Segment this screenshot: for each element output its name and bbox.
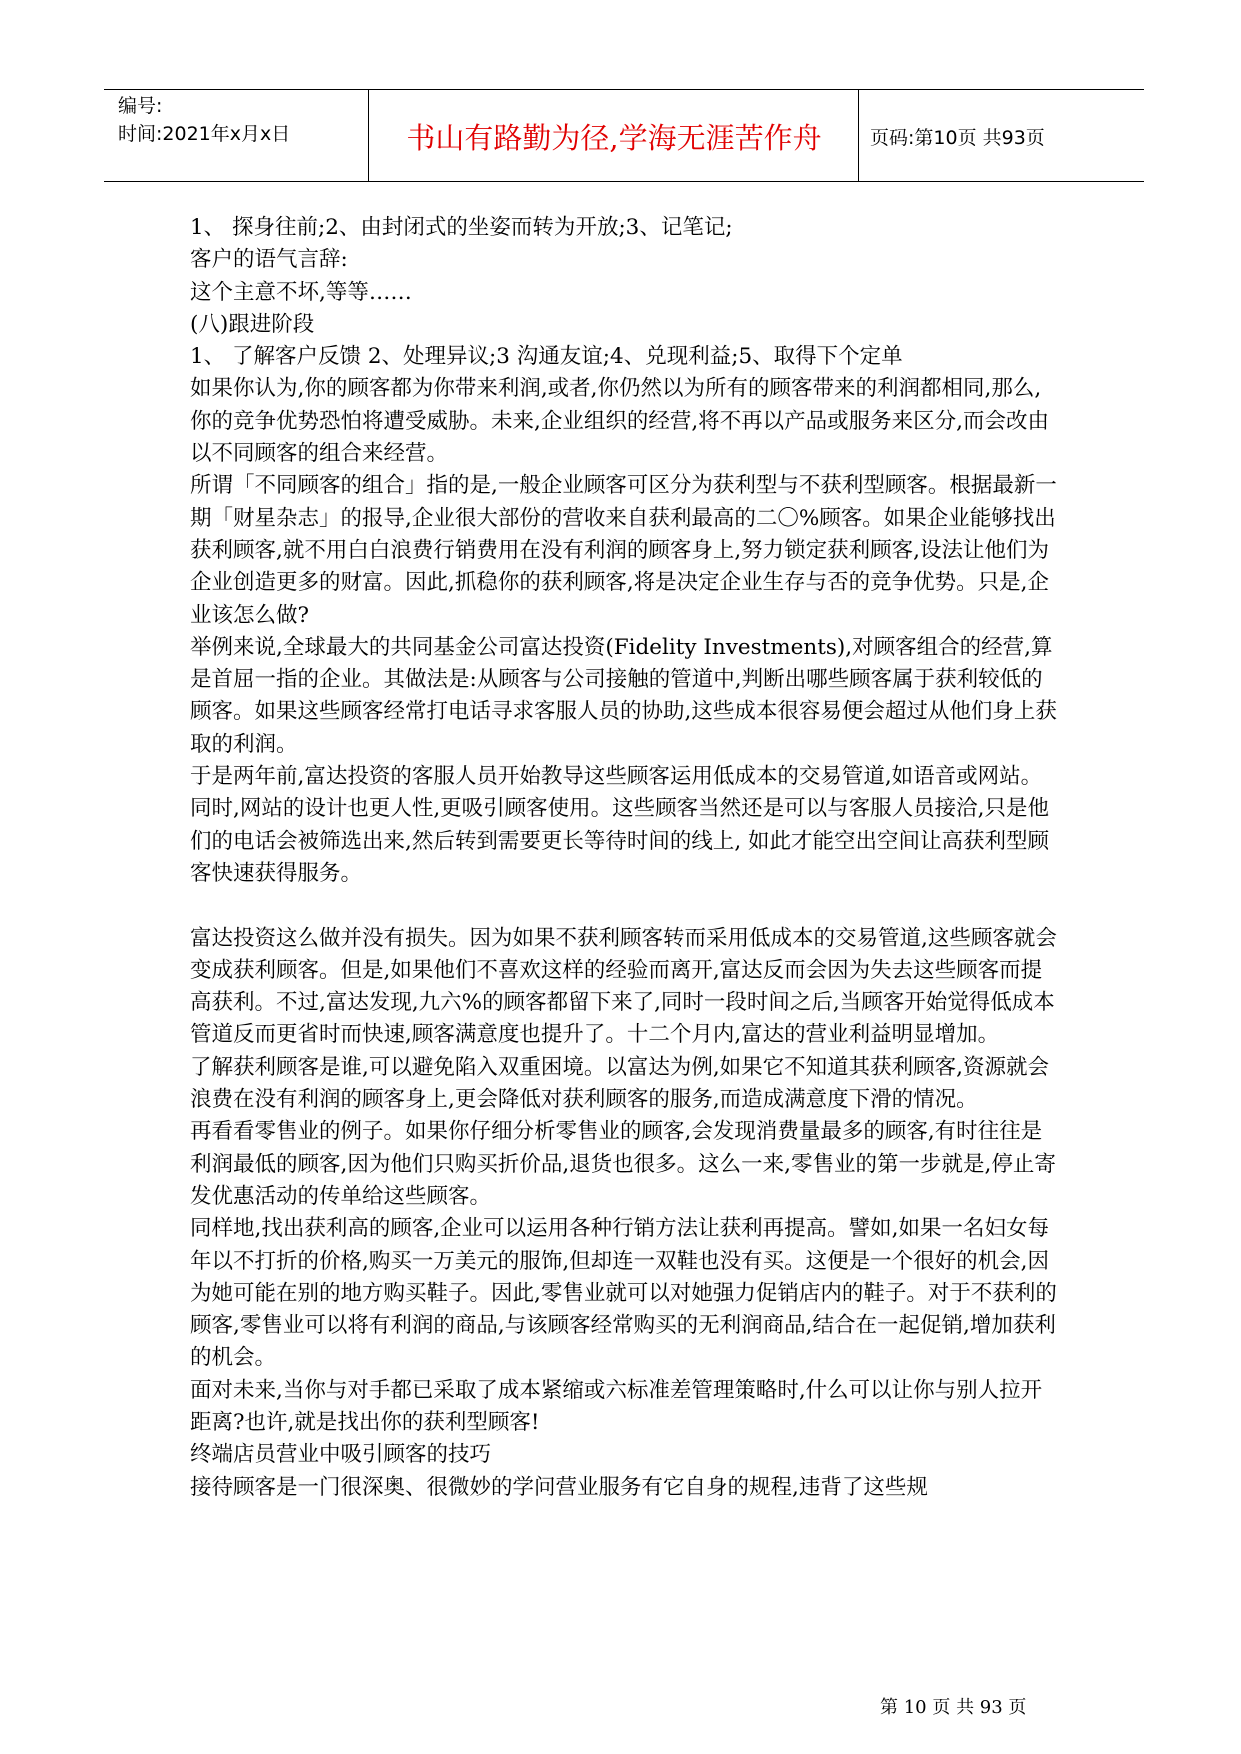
- header-info: [118, 92, 368, 148]
- paragraph: 接待顾客是一门很深奥、很微妙的学问营业服务有它自身的规程,违背了这些规: [190, 1474, 928, 1500]
- page-footer: 第 10 页 共 93 页: [880, 1697, 1027, 1718]
- paragraph: 这个主意不坏,等等……: [190, 279, 412, 305]
- document-body: [190, 212, 1060, 1504]
- paragraph: 面对未来,当你与对手都已采取了成本紧缩或六标准差管理策略时,什么可以让你与别人拉开距离?也许,就是找出你的获利型顾客!: [190, 1377, 1043, 1435]
- paragraph: 同样地,找出获利高的顾客,企业可以运用各种行销方法让获利再提高。譬如,如果一名妇女每年以不打折的价格,购买一万美元的服饰,但却连一双鞋也没有买。这便是一个很好的机会,因为她可能在别的地方购买鞋子。因此,零售业就可以对她强力促销店内的鞋子。对于不获利的顾客,零售业可以将有利润的商品,与该顾客经常购买的无利润商品,结合在一起促销,增加获利的机会。: [190, 1216, 1057, 1371]
- header-divider-left: [368, 90, 369, 182]
- paragraph: 1、 探身往前;2、由封闭式的坐姿而转为开放;3、记笔记;: [190, 215, 733, 240]
- section-heading: 终端店员营业中吸引顾客的技巧: [190, 1442, 492, 1468]
- paragraph: 了解获利顾客是谁,可以避免陷入双重困境。以富达为例,如果它不知道其获利顾客,资源就会浪费在没有利润的顾客身上,更会降低对获利顾客的服务,而造成满意度下滑的情况。: [190, 1054, 1050, 1113]
- header-time-label: 时间:2021年x月x日: [118, 123, 291, 145]
- paragraph: 1、 了解客户反馈 2、处理异议;3 沟通友谊;4、兑现利益;5、取得下个定单: [190, 344, 903, 370]
- paragraph: 客户的语气言辞:: [190, 247, 348, 273]
- paragraph: 于是两年前,富达投资的客服人员开始教导这些顾客运用低成本的交易管道,如语音或网站。同时,网站的设计也更人性,更吸引顾客使用。这些顾客当然还是可以与客服人员接洽,只是他们的电话会被筛选出来,然后转到需要更长等待时间的线上, 如此才能空出空间让高获利型顾客快速获得服务。: [190, 764, 1050, 886]
- blank-line: [190, 890, 1060, 922]
- section-heading: (八)跟进阶段: [190, 311, 315, 337]
- header-motto: 书山有路勤为径,学海无涯苦作舟: [406, 120, 822, 155]
- paragraph: 再看看零售业的例子。如果你仔细分析零售业的顾客,会发现消费量最多的顾客,有时往往是利润最低的顾客,因为他们只购买折价品,退货也很多。这么一来,零售业的第一步就是,停止寄发优惠活动的传单给这些顾客。: [190, 1119, 1056, 1209]
- paragraph: 举例来说,全球最大的共同基金公司富达投资(Fidelity Investments),对顾客组合的经营,算是首屈一指的企业。其做法是:从顾客与公司接触的管道中,判断出哪些顾客属于获利较低的顾客。如果这些顾客经常打电话寻求客服人员的协助,这些成本很容易便会超过从他们身上获取的利润。: [190, 634, 1057, 757]
- paragraph: 所谓「不同顾客的组合」指的是,一般企业顾客可区分为获利型与不获利型顾客。根据最新一期「财星杂志」的报导,企业很大部份的营收来自获利最高的二〇%顾客。如果企业能够找出获利顾客,就不用白白浪费行销费用在没有利润的顾客身上,努力锁定获利顾客,设法让他们为企业创造更多的财富。因此,抓稳你的获利顾客,将是决定企业生存与否的竞争优势。只是,企业该怎么做?: [190, 473, 1057, 628]
- header-number-label: 编号:: [118, 95, 163, 117]
- paragraph: 富达投资这么做并没有损失。因为如果不获利顾客转而采用低成本的交易管道,这些顾客就会变成获利顾客。但是,如果他们不喜欢这样的经验而离开,富达反而会因为失去这些顾客而提高获利。不过,富达发现,九六%的顾客都留下来了,同时一段时间之后,当顾客开始觉得低成本管道反而更省时而快速,顾客满意度也提升了。十二个月内,富达的营业利益明显增加。: [190, 925, 1057, 1048]
- header-divider-right: [858, 90, 859, 182]
- header-page-label: 页码:第10页 共93页: [870, 126, 1045, 149]
- paragraph: 如果你认为,你的顾客都为你带来利润,或者,你仍然以为所有的顾客带来的利润都相同,那么,你的竞争优势恐怕将遭受威胁。未来,企业组织的经营,将不再以产品或服务来区分,而会改由以不同顾客的组合来经营。: [190, 376, 1050, 467]
